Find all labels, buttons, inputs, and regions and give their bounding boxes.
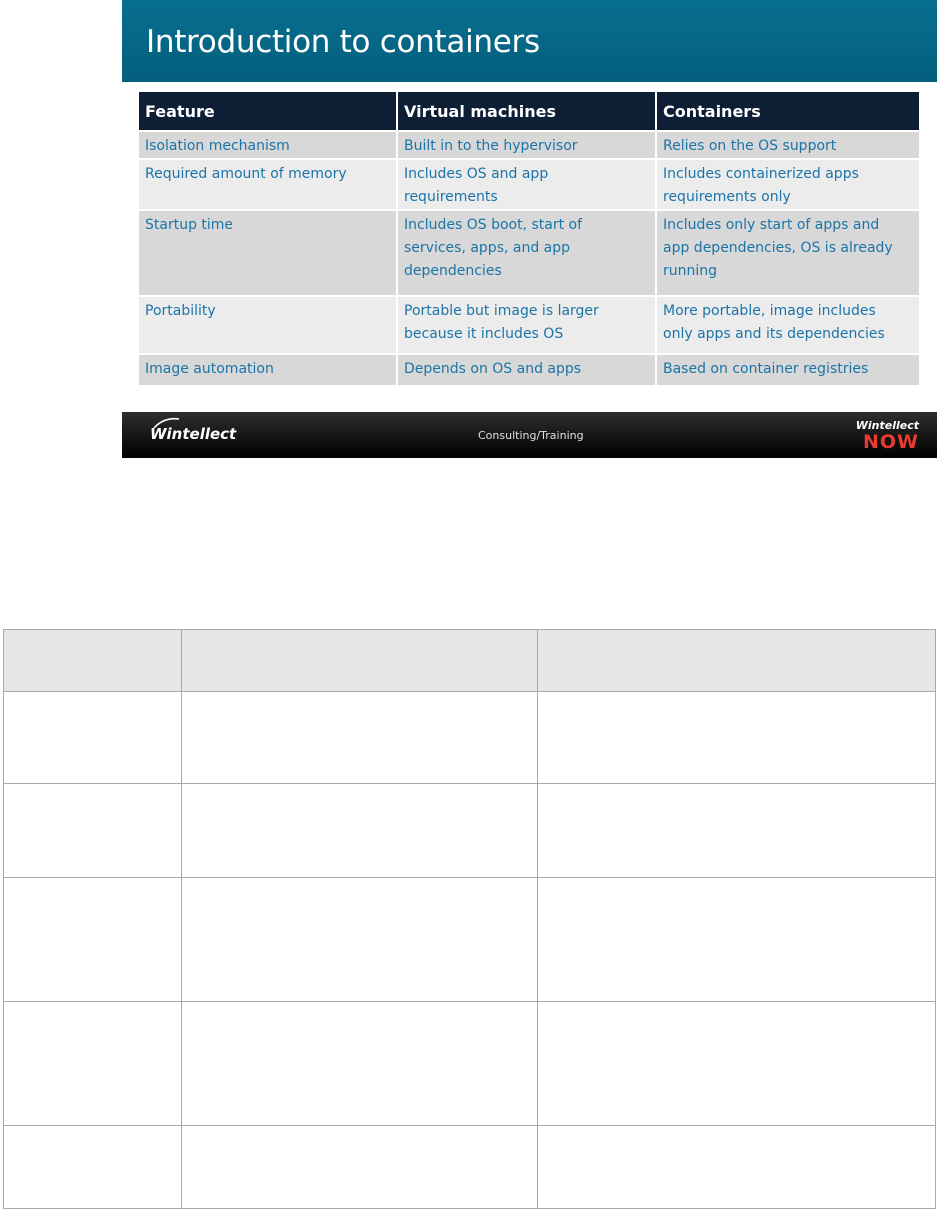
empty-cell	[182, 878, 538, 1002]
empty-cell	[538, 1126, 936, 1209]
row-isolation-mechanism	[139, 130, 919, 158]
cell-line: Includes OS boot, start of	[404, 217, 583, 233]
slide-image	[122, 0, 937, 458]
cell-line: app dependencies, OS is already	[663, 240, 893, 256]
empty-table-row	[4, 1126, 936, 1209]
cell-feature	[139, 353, 398, 385]
cell-line: Portable but image is larger	[404, 303, 599, 319]
empty-table-row	[4, 692, 936, 784]
header-feature: Feature	[139, 92, 398, 130]
cell-line: services, apps, and app	[404, 240, 571, 256]
cell-line: More portable, image includes	[663, 303, 876, 319]
empty-table-header-row	[4, 630, 936, 692]
empty-cell	[4, 1126, 182, 1209]
empty-cell	[182, 1002, 538, 1126]
empty-table-row	[4, 784, 936, 878]
cell-line: Startup time	[145, 217, 234, 233]
cell-line: Depends on OS and apps	[404, 361, 582, 377]
empty-cell	[538, 878, 936, 1002]
row-portability	[139, 295, 919, 353]
right-brand-top: Wintellect	[855, 419, 919, 432]
empty-table-row	[4, 1002, 936, 1126]
cell-line: requirements only	[663, 189, 791, 205]
header-containers: Containers	[657, 92, 919, 130]
swoosh-icon	[152, 417, 180, 429]
cell-virtual-machines	[398, 295, 657, 353]
cell-containers	[657, 209, 919, 295]
cell-feature	[139, 295, 398, 353]
cell-line: Includes only start of apps and	[663, 217, 880, 233]
empty-cell	[4, 692, 182, 784]
empty-cell	[4, 878, 182, 1002]
cell-containers	[657, 353, 919, 385]
empty-cell	[538, 692, 936, 784]
empty-cell	[538, 784, 936, 878]
comparison-table	[139, 92, 919, 385]
cell-virtual-machines	[398, 130, 657, 158]
cell-line: Isolation mechanism	[145, 138, 290, 154]
empty-table	[3, 629, 936, 1209]
cell-virtual-machines	[398, 353, 657, 385]
cell-containers	[657, 158, 919, 209]
right-brand-bottom: NOW	[862, 431, 919, 453]
cell-line: Image automation	[145, 361, 274, 377]
footer-tagline: Consulting/Training	[478, 429, 584, 442]
cell-line: Built in to the hypervisor	[404, 138, 578, 154]
cell-virtual-machines	[398, 158, 657, 209]
header-virtual-machines: Virtual machines	[398, 92, 657, 130]
cell-feature	[139, 209, 398, 295]
cell-line: dependencies	[404, 263, 502, 279]
row-startup-time	[139, 209, 919, 295]
slide-title: Introduction to containers	[146, 24, 540, 60]
cell-line: running	[663, 263, 718, 279]
slide-footer	[122, 412, 937, 458]
wintellect-now-logo	[856, 420, 919, 452]
row-image-automation	[139, 353, 919, 385]
cell-line: Includes OS and app	[404, 166, 549, 182]
cell-line: Relies on the OS support	[663, 138, 837, 154]
cell-containers	[657, 295, 919, 353]
cell-line: requirements	[404, 189, 498, 205]
cell-line: because it includes OS	[404, 326, 564, 342]
empty-cell	[4, 784, 182, 878]
cell-virtual-machines	[398, 209, 657, 295]
wintellect-logo	[150, 425, 236, 443]
empty-header-cell	[4, 630, 182, 692]
cell-line: Required amount of memory	[145, 166, 347, 182]
cell-line: Portability	[145, 303, 216, 319]
cell-feature	[139, 158, 398, 209]
empty-cell	[182, 784, 538, 878]
empty-header-cell	[538, 630, 936, 692]
comparison-header-row	[139, 92, 919, 130]
empty-cell	[182, 692, 538, 784]
left-brand-text: Wintellect	[150, 425, 237, 443]
empty-cell	[182, 1126, 538, 1209]
empty-table-row	[4, 878, 936, 1002]
empty-cell	[4, 1002, 182, 1126]
cell-containers	[657, 130, 919, 158]
cell-feature	[139, 130, 398, 158]
cell-line: Includes containerized apps	[663, 166, 859, 182]
row-required-memory	[139, 158, 919, 209]
cell-line: only apps and its dependencies	[663, 326, 885, 342]
cell-line: Based on container registries	[663, 361, 869, 377]
slide-header	[122, 0, 937, 82]
empty-header-cell	[182, 630, 538, 692]
empty-cell	[538, 1002, 936, 1126]
